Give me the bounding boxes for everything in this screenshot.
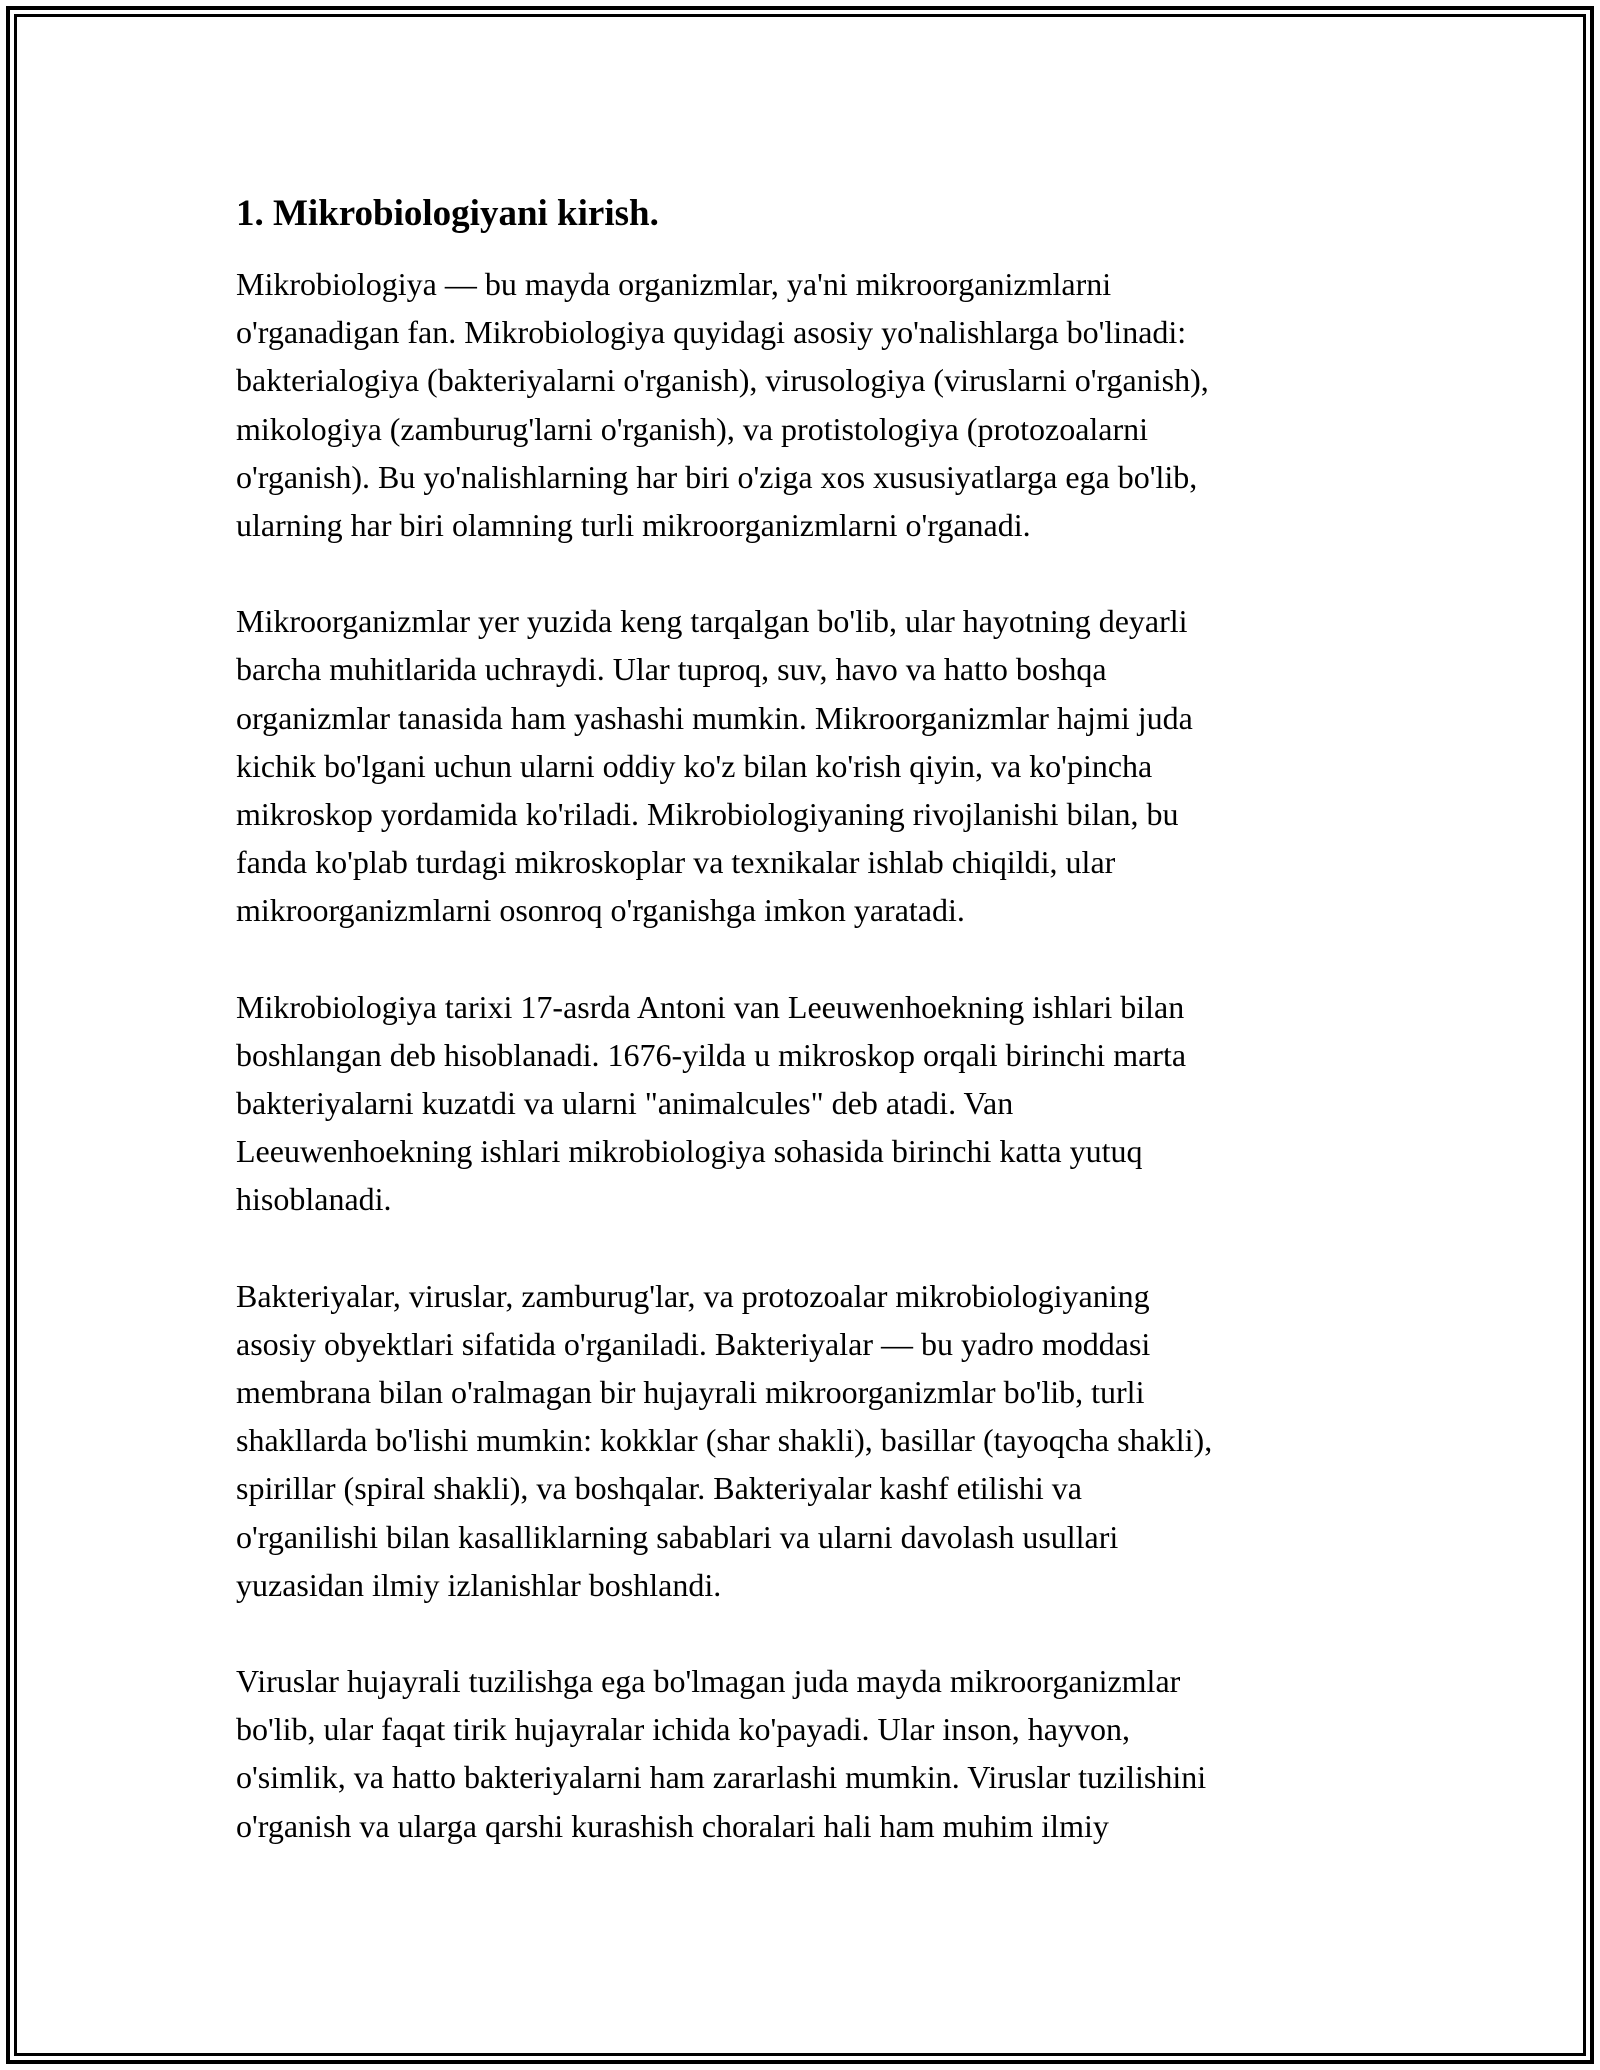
paragraph-3 [236,983,1366,1224]
text-line: Viruslar hujayrali tuzilishga ega bo'lmagan juda mayda mikroorganizmlar [236,1663,1181,1700]
text-line: asosiy obyektlari sifatida o'rganiladi. Bakteriyalar — bu yadro moddasi [236,1325,1151,1362]
text-line: boshlangan deb hisoblanadi. 1676-yilda u mikroskop orqali birinchi marta [236,1036,1187,1073]
text-line: Leeuwenhoekning ishlari mikrobiologiya sohasida birinchi katta yutuq [236,1133,1143,1170]
text-line: shakllarda bo'lishi mumkin: kokklar (shar shakli), basillar (tayoqcha shakli), [236,1422,1213,1459]
paragraph-2 [236,597,1366,934]
text-line: bakterialogiya (bakteriyalarni o'rganish), virusologiya (viruslarni o'rganish), [236,362,1209,399]
text-line: mikologiya (zamburug'larni o'rganish), va protistologiya (protozoalarni [236,410,1149,447]
text-line: Mikrobiologiya — bu mayda organizmlar, ya'ni mikroorganizmlarni [236,266,1112,302]
text-line: kichik bo'lgani uchun ularni oddiy ko'z bilan ko'rish qiyin, va ko'pincha [236,747,1153,784]
text-line: mikroskop yordamida ko'riladi. Mikrobiologiyaning rivojlanishi bilan, bu [236,796,1179,833]
text-line: o'rganish va ularga qarshi kurashish choralari hali ham muhim ilmiy [236,1807,1109,1844]
text-line: Mikroorganizmlar yer yuzida keng tarqalgan bo'lib, ular hayotning deyarli [236,603,1188,640]
text-line: o'rganish). Bu yo'nalishlarning har biri o'ziga xos xususiyatlarga ega bo'lib, [236,458,1198,495]
text-line: organizmlar tanasida ham yashashi mumkin. Mikroorganizmlar hajmi juda [236,699,1193,736]
paragraph-1 [236,260,1366,549]
text-line: Bakteriyalar, viruslar, zamburug'lar, va protozoalar mikrobiologiyaning [236,1277,1150,1314]
paragraph-5 [236,1657,1366,1850]
text-line: mikroorganizmlarni osonroq o'rganishga imkon yaratadi. [236,892,965,929]
text-line: o'rganilishi bilan kasalliklarning sabablari va ularni davolash usullari [236,1518,1119,1555]
text-line: o'simlik, va hatto bakteriyalarni ham zararlashi mumkin. Viruslar tuzilishini [236,1759,1207,1796]
text-line: Mikrobiologiya tarixi 17-asrda Antoni van Leeuwenhoekning ishlari bilan [236,988,1185,1025]
text-line: yuzasidan ilmiy izlanishlar boshlandi. [236,1566,722,1603]
text-line: bakteriyalarni kuzatdi va ularni "animalcules" deb atadi. Van [236,1085,1014,1122]
text-line: hisoblanadi. [236,1181,392,1218]
document-body [236,190,1366,1898]
text-line: barcha muhitlarida uchraydi. Ular tuproq, suv, havo va hatto boshqa [236,651,1107,688]
text-line: bo'lib, ular faqat tirik hujayralar ichida ko'payadi. Ular inson, hayvon, [236,1711,1130,1748]
section-heading: 1. Mikrobiologiyani kirish. [236,193,659,234]
text-line: spirillar (spiral shakli), va boshqalar. Bakteriyalar kashf etilishi va [236,1470,1082,1507]
paragraph-4 [236,1272,1366,1609]
text-line: fanda ko'plab turdagi mikroskoplar va texnikalar ishlab chiqildi, ular [236,844,1116,881]
text-line: ularning har biri olamning turli mikroorganizmlarni o'rganadi. [236,507,1031,544]
text-line: o'rganadigan fan. Mikrobiologiya quyidagi asosiy yo'nalishlarga bo'linadi: [236,314,1187,351]
text-line: membrana bilan o'ralmagan bir hujayrali mikroorganizmlar bo'lib, turli [236,1374,1145,1411]
